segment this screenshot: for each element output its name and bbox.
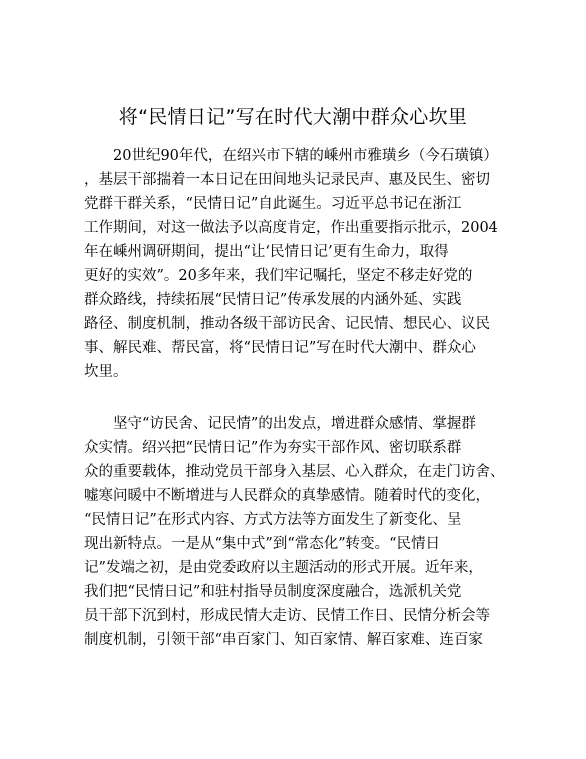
text-line: 更好的实效”。20多年来，我们牢记嘱托，坚定不移走好党的 [84,268,473,284]
text-line: 我们把“民情日记”和驻村指导员制度深度融合，选派机关党 [84,584,462,600]
paragraph-2 [84,412,504,652]
text-line: 坎里。 [84,364,128,380]
text-line: 路径、制度机制，推动各级干部访民舍、记民情、想民心、议民 [84,316,490,332]
text-line: 坚守“访民舍、记民情”的出发点，增进群众感情、掌握群 [84,416,476,432]
text-line: 记”发端之初，是由党委政府以主题活动的形式开展。近年来， [84,560,483,576]
text-line: 制度机制，引领干部“串百家门、知百家情、解百家难、连百家 [84,632,483,648]
text-line: 群众路线，持续拓展“民情日记”传承发展的内涵外延、实践 [84,292,462,308]
text-line: 年在嵊州调研期间，提出“让‘民情日记’更有生命力，取得 [84,244,449,260]
text-line: 员干部下沉到村，形成民情大走访、民情工作日、民情分析会等 [84,608,490,624]
text-line: 嘘寒问暖中不断增进与人民群众的真挚感情。随着时代的变化， [84,488,490,504]
paragraph-1 [84,144,504,384]
text-line: 工作期间，对这一做法予以高度肯定，作出重要指示批示，2004 [84,220,498,236]
text-line: 众实情。绍兴把“民情日记”作为夯实干部作风、密切联系群 [84,440,462,456]
text-line: 众的重要载体，推动党员干部身入基层、心入群众，在走门访舍、 [84,464,504,480]
text-line: 事、解民难、帮民富，将“民情日记”写在时代大潮中、群众心 [84,340,476,356]
text-line: 20世纪90年代，在绍兴市下辖的嵊州市雅璜乡（今石璜镇） [84,148,498,164]
text-line: 党群干群关系，“民情日记”自此诞生。习近平总书记在浙江 [84,196,462,212]
text-line: 现出新特点。一是从“集中式”到“常态化”转变。“民情日 [84,536,441,552]
text-line: ，基层干部揣着一本日记在田间地头记录民声、惠及民生、密切 [84,172,490,188]
article-title: 将“民情日记”写在时代大潮中群众心坎里 [118,106,468,128]
text-line: “民情日记”在形式内容、方式方法等方面发生了新变化、呈 [84,512,462,528]
